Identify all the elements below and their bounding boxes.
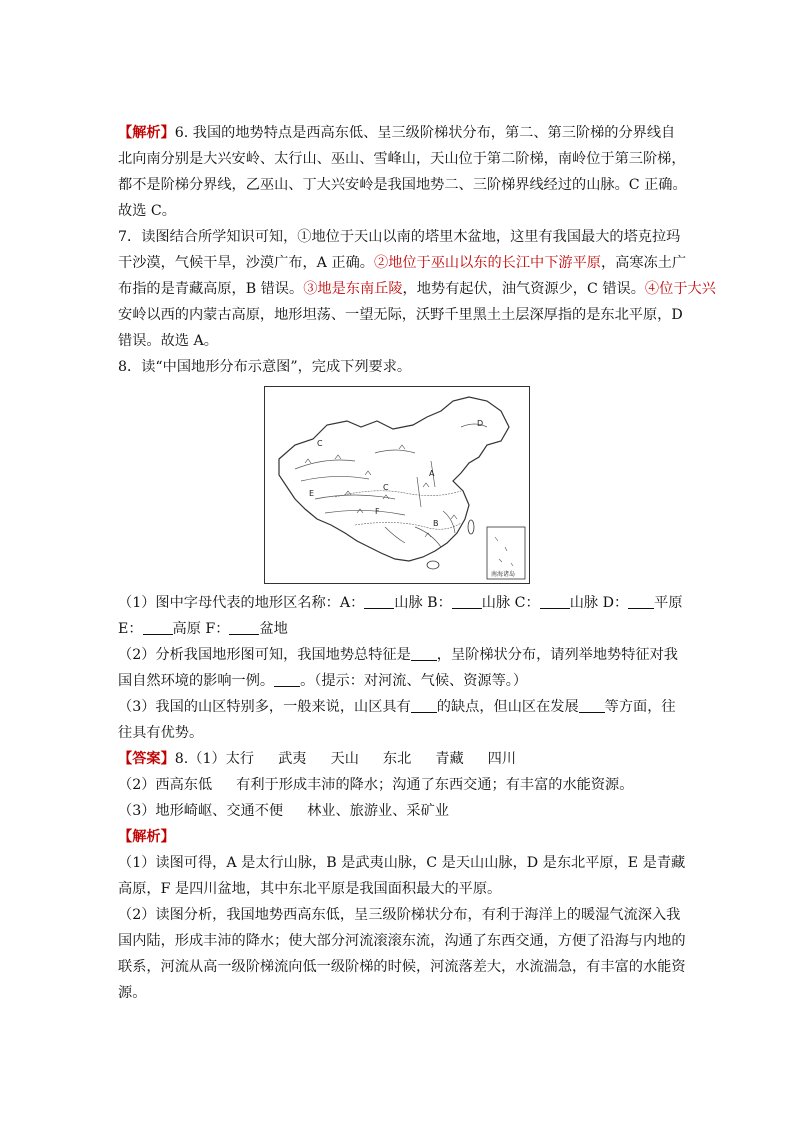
question-8-part-1-line-1: （1）图中字母代表的地形区名称：A： 山脉 B： 山脉 C： 山脉 D： 平原 bbox=[118, 595, 683, 611]
inset-label: 南海诸岛 bbox=[491, 571, 516, 578]
highlighted-text: ④位于大兴 bbox=[644, 281, 716, 297]
analysis-8-p2-line-3: 联系，河流从高一级阶梯流向低一级阶梯的时候，河流落差大，水流湍急，有丰富的水能资 bbox=[118, 959, 686, 975]
analysis-6-line-1: 【解析】6. 我国的地势特点是西高东低、呈三级阶梯状分布，第二、第三阶梯的分界线自 bbox=[118, 125, 676, 141]
analysis-7-line-3: 布指的是青藏高原，B 错误。③地是东南丘陵，地势有起伏，油气资源少，C 错误。④位于大兴 bbox=[118, 281, 716, 297]
answer-blank[interactable] bbox=[540, 594, 570, 609]
question-8-part-2-line-2: 国自然环境的影响一例。 。（提示：对河流、气候、资源等。） bbox=[118, 673, 528, 689]
map-label-c2: C bbox=[383, 483, 389, 492]
analysis-8-p2-line-4: 源。 bbox=[118, 985, 147, 1001]
analysis-6-line-2: 北向南分别是大兴安岭、太行山、巫山、雪峰山，天山位于第二阶梯，南岭位于第三阶梯， bbox=[118, 151, 686, 167]
question-8-part-2-line-1: （2）分析我国地形图可知，我国地势总特征是 ，呈阶梯状分布，请列举地势特征对我 bbox=[118, 647, 678, 663]
highlighted-text: ②地位于巫山以东的长江中下游平原 bbox=[373, 255, 601, 271]
question-8-part-3-line-2: 往具有优势。 bbox=[118, 725, 204, 741]
china-terrain-map bbox=[264, 386, 530, 584]
map-label-d: D bbox=[477, 419, 484, 428]
answer-blank[interactable] bbox=[364, 594, 394, 609]
answer-blank[interactable] bbox=[143, 620, 173, 635]
analysis-8-tag-line bbox=[118, 824, 678, 850]
answer-blank[interactable] bbox=[452, 594, 482, 609]
answer-blank[interactable] bbox=[274, 672, 300, 687]
answer-item: 太行 bbox=[225, 751, 255, 767]
analysis-8-p2-line-1: （2）读图分析，我国地势西高东低，呈三级阶梯状分布，有利于海洋上的暖湿气流深入我 bbox=[118, 907, 681, 923]
map-label-f: F bbox=[375, 507, 380, 516]
question-8-part-3-line-1: （3）我国的山区特别多，一般来说，山区具有 的缺点，但山区在发展 等方面，往 bbox=[118, 699, 676, 715]
map-label-c: C bbox=[317, 439, 323, 448]
analysis-8-p1-line-1: （1）读图可得，A 是太行山脉，B 是武夷山脉，C 是天山山脉，D 是东北平原，E 是青藏 bbox=[118, 855, 686, 871]
document-page bbox=[118, 120, 716, 1006]
analysis-6-line-4: 故选 C。 bbox=[118, 203, 176, 219]
highlighted-text: ③地是东南丘陵 bbox=[303, 281, 403, 297]
answer-blank[interactable] bbox=[411, 646, 437, 661]
map-label-b: B bbox=[433, 519, 439, 528]
analysis-7-line-1: 7．读图结合所学知识可知，①地位于天山以南的塔里木盆地，这里有我国最大的塔克拉玛 bbox=[118, 229, 681, 245]
answer-item: 青藏 bbox=[435, 751, 464, 767]
question-8-part-1-line-2: E： 高原 F： 盆地 bbox=[118, 621, 288, 637]
answer-item: 东北 bbox=[382, 751, 412, 767]
answer-blank[interactable] bbox=[628, 594, 654, 609]
analysis-8-p2-line-2: 国内陆，形成丰沛的降水；使大部分河流滚滚东流，沟通了东西交通，方便了沿海与内地的 bbox=[118, 933, 686, 949]
answer-8-line-3: （3）地形崎岖、交通不便 林业、旅游业、采矿业 bbox=[118, 803, 449, 819]
answer-blank[interactable] bbox=[411, 698, 437, 713]
answer-item: 天山 bbox=[330, 751, 359, 767]
analysis-tag: 【解析】 bbox=[118, 125, 175, 141]
analysis-6-line-3: 都不是阶梯分界线，乙巫山、丁大兴安岭是我国地势二、三阶梯界线经过的山脉。C 正确。 bbox=[118, 177, 687, 193]
analysis-7-line-2: 干沙漠，气候干旱，沙漠广布，A 正确。②地位于巫山以东的长江中下游平原，高寒冻土广 bbox=[118, 255, 687, 271]
map-label-a: A bbox=[429, 469, 435, 478]
answer-item: 四川 bbox=[487, 751, 517, 767]
map-label-e: E bbox=[309, 489, 315, 498]
answer-blank[interactable] bbox=[229, 620, 259, 635]
question-8-title: 8．读“中国地形分布示意图”，完成下列要求。 bbox=[118, 359, 412, 375]
answer-blank[interactable] bbox=[579, 698, 605, 713]
answer-8-line-2: （2）西高东低 有利于形成丰沛的降水；沟通了东西交通；有丰富的水能资源。 bbox=[118, 777, 634, 793]
answer-tag: 【答案】 bbox=[118, 751, 175, 767]
china-map-outline bbox=[265, 387, 529, 583]
analysis-tag: 【解析】 bbox=[118, 829, 175, 845]
analysis-7-line-5: 错误。故选 A。 bbox=[118, 333, 218, 349]
answer-item: 武夷 bbox=[278, 751, 307, 767]
analysis-8-p1-line-2: 高原，F 是四川盆地，其中东北平原是我国面积最大的平原。 bbox=[118, 881, 502, 897]
analysis-7-line-4: 安岭以西的内蒙古高原，地形坦荡、一望无际，沃野千里黑土土层深厚指的是东北平原，D bbox=[118, 307, 683, 323]
answer-8-line-1: 【答案】8.（1）太行 武夷 天山 东北 青藏 四川 bbox=[118, 751, 517, 767]
